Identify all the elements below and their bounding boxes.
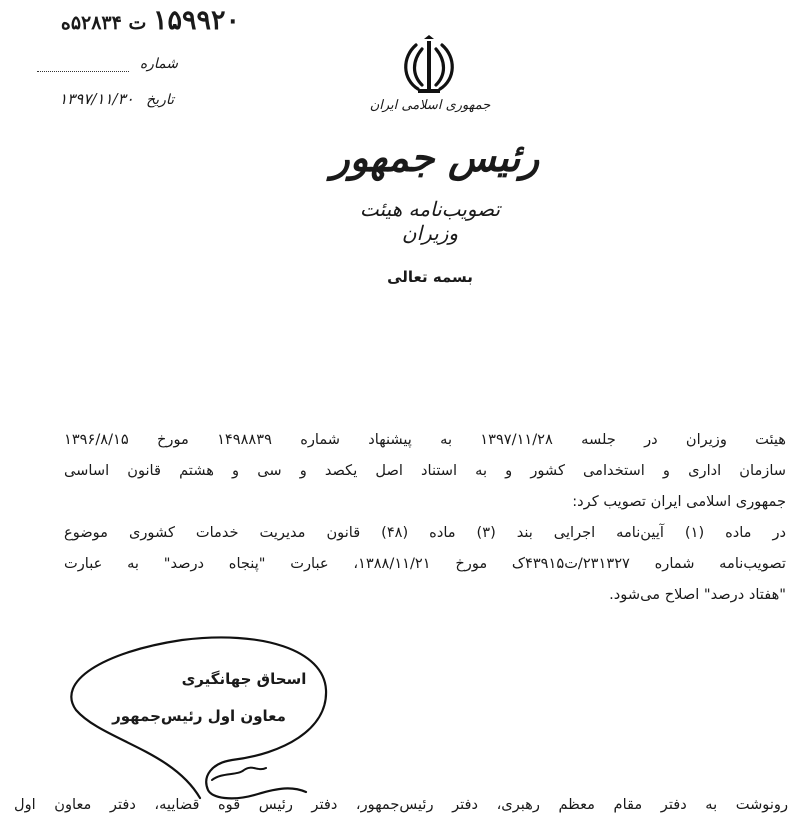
signer-title: معاون اول رئیس‌جمهور [112,707,286,725]
document-type: تصویب‌نامه هیئت وزیران [359,197,501,245]
reference-main-number: ۱۵۹۹۲۰ [152,5,240,36]
reference-number [4,4,240,38]
iran-emblem-icon [398,35,460,97]
reference-left-part: ۵۲۸۳۴ [70,12,122,34]
reference-prefix: ت [128,12,147,34]
signer-name: اسحاق جهانگیری [181,670,307,688]
body-line: سازمان اداری و استخدامی کشور و به استناد اصل یکصد و سی و هشتم قانون اساسی [64,462,786,479]
date-field [8,90,174,112]
country-name: جمهوری اسلامی ایران [369,98,491,113]
number-blank [37,57,129,72]
date-label: تاریخ [146,92,174,108]
invocation: بسمه تعالی [387,268,473,286]
reference-suffix: ه [60,12,71,34]
number-field [20,56,178,76]
body-line: هیئت وزیران در جلسه ۱۳۹۷/۱۱/۲۸ به پیشنهاد شماره ۱۴۹۸۸۳۹ مورخ ۱۳۹۶/۸/۱۵ [64,431,786,448]
number-label: شماره [139,56,178,72]
body-line: تصویب‌نامه شماره ۲۳۱۳۲۷/ت۴۳۹۱۵ک مورخ ۱۳۸۸/۱۱/۲۱، عبارت "پنجاه درصد" به عبارت [64,555,786,572]
body-line: در ماده (۱) آیین‌نامه اجرایی بند (۳) ماده (۴۸) قانون مدیریت خدمات کشوری موضوع [64,524,786,541]
decree-body [64,424,786,610]
office-title: رئیس جمهور [330,135,540,181]
date-value: ۱۳۹۷/۱۱/۳۰ [59,90,134,108]
body-line: "هفتاد درصد" اصلاح می‌شود. [609,586,786,603]
body-line: جمهوری اسلامی ایران تصویب کرد: [572,493,786,510]
copy-recipients: رونوشت به دفتر مقام معظم رهبری، دفتر رئیس‌جمهور، دفتر رئیس قوه قضاییه، دفتر معاون اول [14,796,788,813]
